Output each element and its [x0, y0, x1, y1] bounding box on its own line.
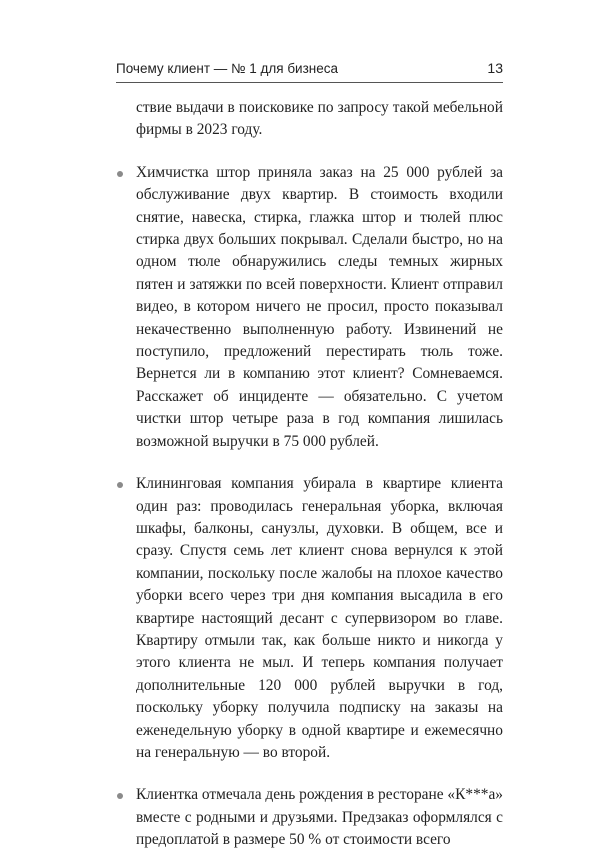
list-item — [116, 162, 503, 453]
list-item-text: Химчистка штор приняла заказ на 25 000 рублей за обслуживание двух квартир. В стоимость входили снятие, навеска, стирка, глажка штор и тюлей плюс стирка двух больших покрывал. Сделали быстро, но на одном тюле обнаружились следы темных жирных пятен и затяжки по всей поверхности. Клиент отправил видео, в котором ничего не просил, просто показывал некачественно выполненную работу. Извинений не поступило, предложений перестирать тюль тоже. Вернется ли в компанию этот клиент? Сомневаемся. Расскажет об инциденте — обязательно. С учетом чистки штор четыре раза в год компания лишилась возможной выручки в 75 000 рублей. — [136, 163, 503, 450]
running-header — [116, 60, 503, 83]
list-item — [116, 784, 503, 851]
list-item-text: Клининговая компания убирала в квартире клиента один раз: проводилась генеральная уборка, включая шкафы, балконы, санузлы, духовки. В общем, все и сразу. Спустя семь лет клиент снова вернулся к этой компании, поскольку после жалобы на плохое качество уборки всего через три дня компания высадила в его квартире настоящий десант с супервизором во главе. Квартиру отмыли так, как больше никто и никогда у этого клиента не мыл. И теперь компания получает дополнительные 120 000 рублей выручки в год, поскольку уборку получила подписку на заказы на еженедельную уборку в одной квартире и ежемесячно на генеральную — во второй. — [136, 475, 503, 761]
page-number: 13 — [487, 60, 503, 76]
bullet-icon — [117, 171, 123, 177]
header-title: Почему клиент — № 1 для бизнеса — [116, 61, 339, 76]
list-item-text: Клиентка отмечала день рождения в ресторане «К***а» вместе с родными и друзьями. Предзаказ оформлялся с предоплатой в размере 50 % от стоимости всего — [136, 786, 503, 849]
bullet-icon — [117, 793, 123, 799]
body-text — [116, 97, 503, 852]
list-item — [116, 473, 503, 764]
bullet-icon — [117, 482, 123, 488]
intro-paragraph: ствие выдачи в поисковике по запросу такой мебельной фирмы в 2023 году. — [136, 99, 503, 139]
